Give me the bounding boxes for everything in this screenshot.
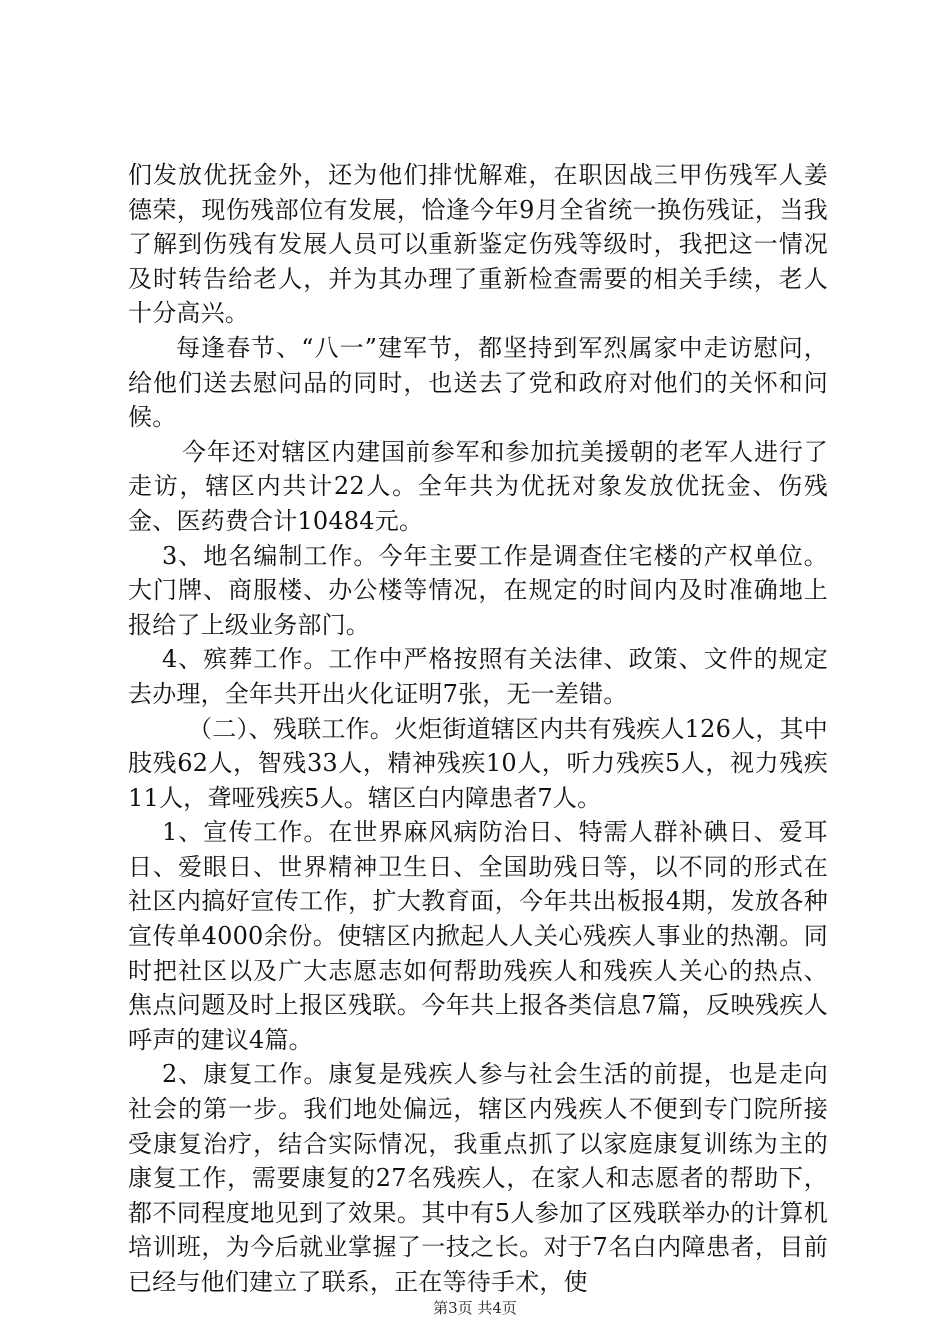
paragraph-disability-federation: （二）、残联工作。火炬街道辖区内共有残疾人126人，其中肢残62人，智残33人，精神残疾10人，听力残疾5人，视力残疾11人，聋哑残疾5人。辖区白内障患者7人。 [128,714,828,812]
paragraph-rehabilitation: 2、康复工作。康复是残疾人参与社会生活的前提，也是走向社会的第一步。我们地处偏远，辖区内残疾人不便到专门院所接受康复治疗，结合实际情况，我重点抓了以家庭康复训练为主的康复工作，需要康复的27名残疾人，在家人和志愿者的帮助下，都不同程度地见到了效果。其中有5人参加了区残联举办的计算机培训班，为今后就业掌握了一技之长。对于7名白内障患者，目前已经与他们建立了联系，正在等待手术，使 [128,1060,828,1296]
paragraph-place-names: 3、地名编制工作。今年主要工作是调查住宅楼的产权单位。大门牌、商服楼、办公楼等情况，在规定的时间内及时准确地上报给了上级业务部门。 [128,541,828,639]
paragraph-publicity: 1、宣传工作。在世界麻风病防治日、特需人群补碘日、爱耳日、爱眼日、世界精神卫生日、全国助残日等，以不同的形式在社区内搞好宣传工作，扩大教育面，今年共出板报4期，发放各种宣传单4000余份。使辖区内掀起人人关心残疾人事业的热潮。同时把社区以及广大志愿志如何帮助残疾人和残疾人关心的热点、焦点问题及时上报区残联。今年共上报各类信息7篇，反映残疾人呼声的建议4篇。 [128,818,828,1054]
paragraph-festival-visits: 每逢春节、“八一”建军节，都坚持到军烈属家中走访慰问，给他们送去慰问品的同时，也送去了党和政府对他们的关怀和问候。 [128,333,828,432]
paragraph-continuation: 们发放优抚金外，还为他们排忧解难，在职因战三甲伤残军人姜德荣，现伤残部位有发展，恰逢今年9月全省统一换伤残证，当我了解到伤残有发展人员可以重新鉴定伤残等级时，我把这一情况及时转告给老人，并为其办理了重新检查需要的相关手续，老人十分高兴。 [128,161,828,328]
document-body [128,158,828,1300]
paragraph-veteran-visits: 今年还对辖区内建国前参军和参加抗美援朝的老军人进行了走访，辖区内共计22人。全年共为优抚对象发放优抚金、伤残金、医药费合计10484元。 [128,437,828,535]
paragraph-funeral-work: 4、殡葬工作。工作中严格按照有关法律、政策、文件的规定去办理，全年共开出火化证明7张，无一差错。 [128,645,828,708]
page-footer: 第3页 共4页 [433,1299,517,1317]
